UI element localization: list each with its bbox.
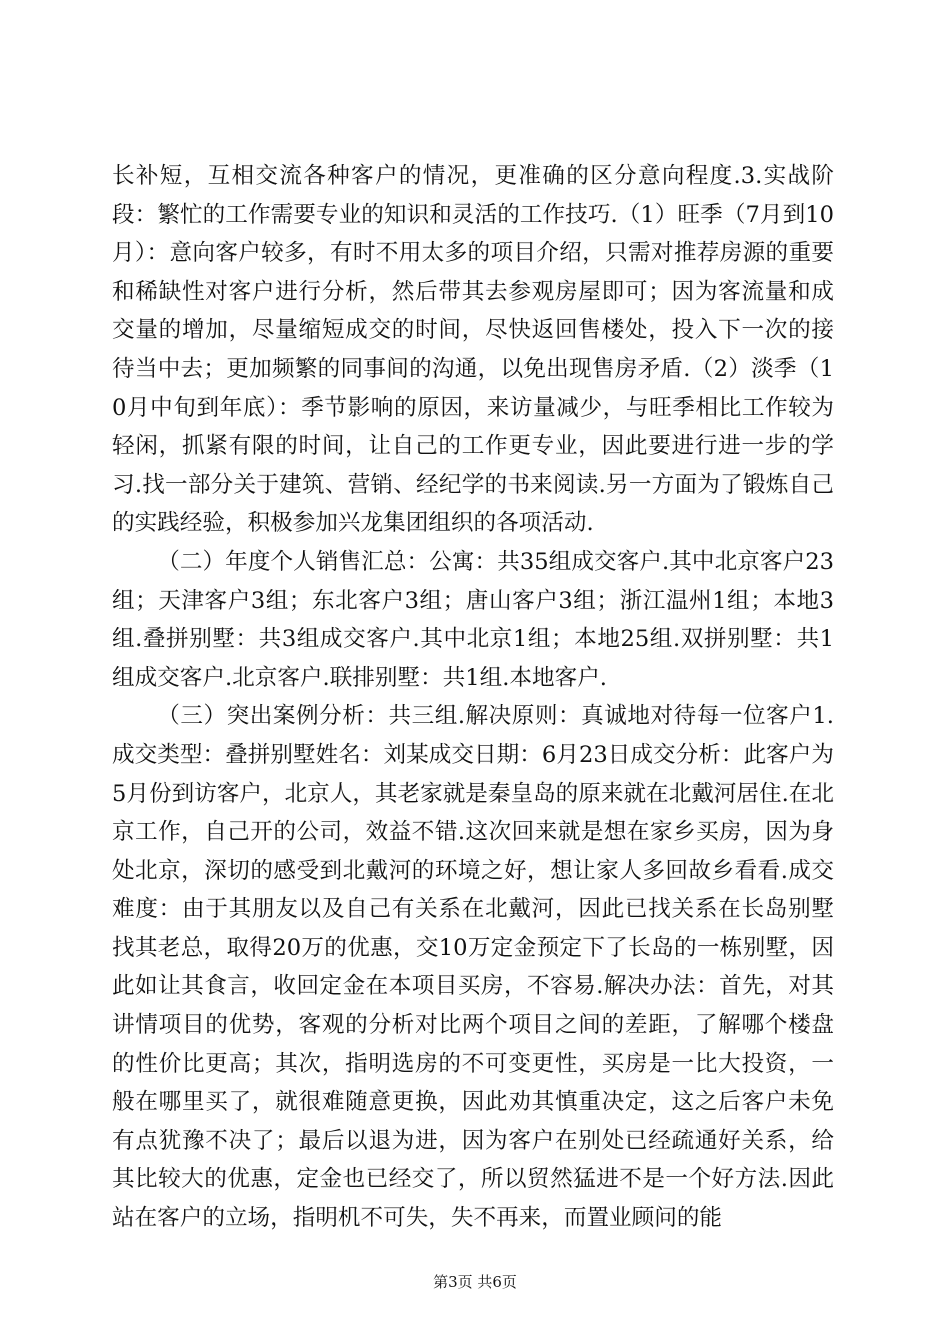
page-footer: 第3页 共6页: [433, 1273, 517, 1291]
paragraph-3: （三）突出案例分析：共三组.解决原则：真诚地对待每一位客户1.成交类型：叠拼别墅姓名：刘某成交日期：6月23日成交分析：此客户为5月份到访客户，北京人，其老家就是秦皇岛的原来就在北戴河居住.在北京工作，自己开的公司，效益不错.这次回来就是想在家乡买房，因为身处北京，深切的感受到北戴河的环境之好，想让家人多回故乡看看.成交难度：由于其朋友以及自己有关系在北戴河，因此已找关系在长岛别墅找其老总，取得20万的优惠，交10万定金预定下了长岛的一栋别墅，因此如让其食言，收回定金在本项目买房，不容易.解决办法：首先，对其讲情项目的优势，客观的分析对比两个项目之间的差距，了解哪个楼盘的性价比更高；其次，指明选房的不可变更性，买房是一比大投资，一般在哪里买了，就很难随意更换，因此劝其慎重决定，这之后客户未免有点犹豫不决了；最后以退为进，因为客户在别处已经疏通好关系，给其比较大的优惠，定金也已经交了，所以贸然猛进不是一个好方法.因此站在客户的立场，指明机不可失，失不再来，而置业顾问的能: [112, 703, 834, 1232]
body-text: [112, 157, 834, 1238]
paragraph-1: 长补短，互相交流各种客户的情况，更准确的区分意向程度.3.实战阶段：繁忙的工作需要专业的知识和灵活的工作技巧.（1）旺季（7月到10月）：意向客户较多，有时不用太多的项目介绍，只需对推荐房源的重要和稀缺性对客户进行分析，然后带其去参观房屋即可；因为客流量和成交量的增加，尽量缩短成交的时间，尽快返回售楼处，投入下一次的接待当中去；更加频繁的同事间的沟通，以免出现售房矛盾.（2）淡季（10月中旬到年底）：季节影响的原因，来访量减少，与旺季相比工作较为轻闲，抓紧有限的时间，让自己的工作更专业，因此要进行进一步的学习.找一部分关于建筑、营销、经纪学的书来阅读.另一方面为了锻炼自己的实践经验，积极参加兴龙集团组织的各项活动.: [112, 163, 834, 537]
paragraph-2: （二）年度个人销售汇总：公寓：共35组成交客户.其中北京客户23组；天津客户3组；东北客户3组；唐山客户3组；浙江温州1组；本地3组.叠拼别墅：共3组成交客户.其中北京1组；本地25组.双拼别墅：共1组成交客户.北京客户.联排别墅：共1组.本地客户.: [112, 548, 834, 691]
